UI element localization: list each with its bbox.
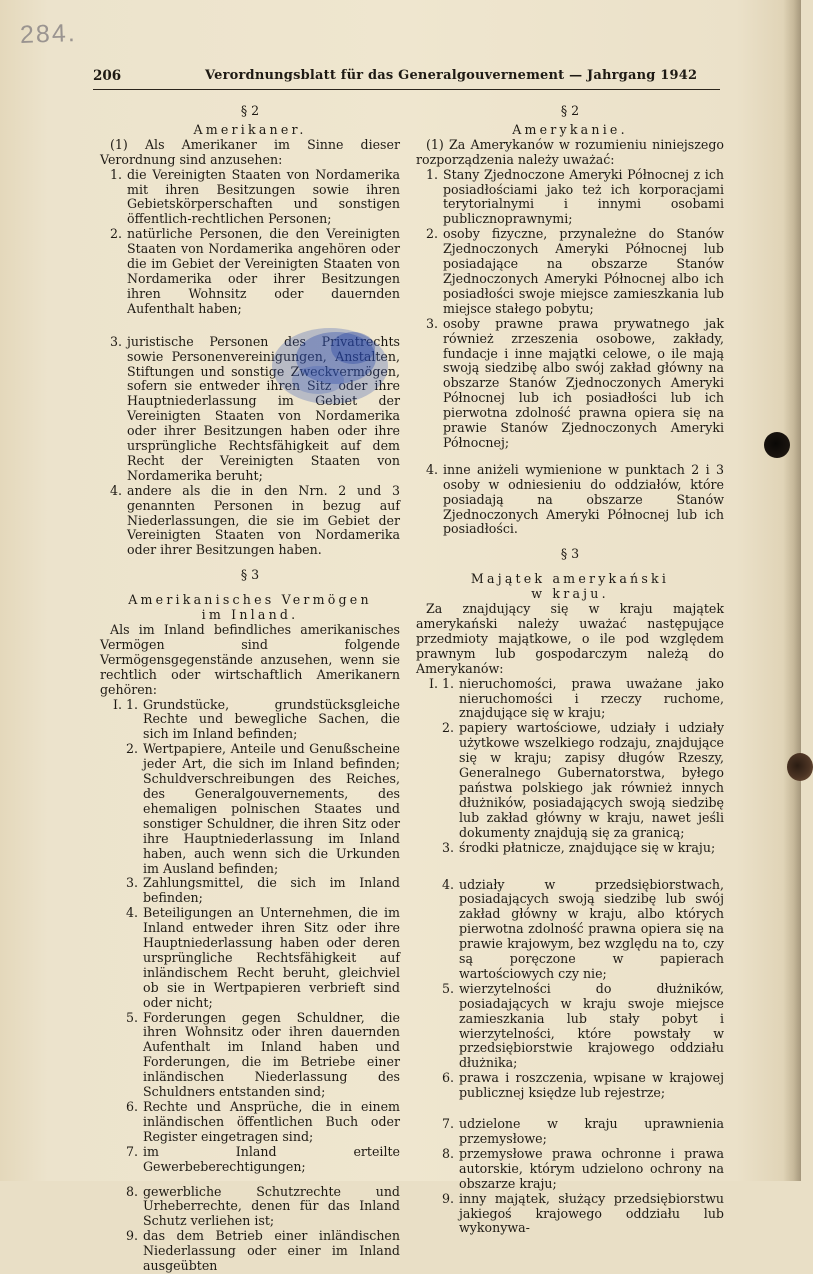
item-text: juristische Personen des Privatrechts sowie Personenvereinigungen, Anstalten, Stiftungen und sonstige Zweckvermögen, sofern sie entweder ihren Sitz oder ihre Hauptniederlassung im Gebiet der Vereinigten Staaten von Nordamerika oder ihrer Besitzungen haben oder ihre ursprüngliche Rechtsfähigkeit auf dem Recht der Vereinigten Staaten von Nordamerika beruht; — [127, 333, 400, 483]
page-edge-shadow — [783, 0, 801, 1181]
item-number: 1. — [425, 166, 438, 182]
item-text: przemysłowe prawa ochronne i prawa autorskie, którym udzielono ochrony na obszarze kraju; — [459, 1145, 724, 1191]
item-text: prawa i roszczenia, wpisane w krajowej publicznej księdze lub rejestrze; — [459, 1070, 724, 1101]
section-3-number: § 3 — [560, 546, 580, 562]
item-text: Forderungen gegen Schuldner, die ihren Wohnsitz oder ihren dauernden Aufenthalt im Inland haben und Forderungen, die im Betriebe einer inländischen Niederlassung des Schuldners entstanden sind; — [143, 1009, 400, 1100]
item-number: 8. — [441, 1145, 454, 1161]
list-item — [100, 335, 400, 484]
item-number: 6. — [441, 1070, 454, 1086]
item-text: inne aniżeli wymienione w punktach 2 i 3 osoby w odniesieniu do oddziałów, które posiadają na obszarze Stanów Zjednoczonych Ameryki Północnej lub ich posiadłości. — [443, 461, 724, 537]
item-number: 4. — [425, 461, 438, 477]
item-number: 1. — [109, 166, 122, 182]
item-number: 3. — [109, 333, 122, 349]
section-3-intro: Als im Inland befindliches amerikanisches Vermögen sind folgende Vermögensgegenstände anzusehen, wenn sie rechtlich oder wirtschaftlich Amerikanern gehören: — [100, 622, 400, 697]
section-3-heading-line1: Amerikanisches Vermögen — [128, 592, 372, 608]
item-number: 6. — [125, 1099, 138, 1114]
list-item — [100, 227, 400, 316]
item-number: 4. — [441, 876, 454, 892]
column-german — [100, 104, 400, 1274]
section-2-heading: Amerikaner. — [193, 121, 307, 137]
item-text: osoby fizyczne, przynależne do Stanów Zjednoczonych Ameryki Północnej lub posiadające na obszarze Stanów Zjednoczonych Ameryki Północnej albo ich posiadłości swoje miejsce zamieszkania lub miejsce stałego pobytu; — [443, 226, 724, 316]
section-2-intro: (1) Za Amerykanów w rozumieniu niniejszego rozporządzenia należy uważać: — [416, 136, 724, 167]
item-text: Beteiligungen an Unternehmen, die im Inland entweder ihren Sitz oder ihre Hauptniederlassung haben oder deren ursprüngliche Rechtsfähigkeit auf inländischem Recht beruht, gleichviel ob sie in Wertpapieren verbrieft sind oder nicht; — [143, 905, 400, 1010]
section-2-intro: (1) Als Amerikaner im Sinne dieser Verordnung sind anzusehen: — [100, 136, 400, 167]
item-number: 5. — [125, 1009, 138, 1025]
list-item — [100, 1145, 400, 1175]
item-text: im Inland erteilte Gewerbeberechtigungen; — [143, 1143, 400, 1174]
list-item — [100, 742, 400, 876]
item-number: I. 1. — [113, 696, 138, 712]
item-text: Wertpapiere, Anteile und Genußscheine jeder Art, die sich im Inland befinden; Schuldverschreibungen des Reiches, des Generalgouvernements, des ehemaligen polnischen Staates und sonstiger Schuldner, die ihren Sitz oder ihre Hauptniederlassung im Inland haben, auch wenn sich die Urkunden im Ausland befinden; — [143, 741, 400, 876]
item-text: natürliche Personen, die den Vereinigten Staaten von Nordamerika angehören oder die im Gebiet der Vereinigten Staaten von Nordamerika oder ihrer Besitzungen ihren Wohnsitz oder dauernden Aufenthalt haben; — [127, 226, 400, 316]
running-header-title: Verordnungsblatt für das Generalgouvernement — Jahrgang 1942 — [205, 68, 698, 83]
item-number: 3. — [125, 875, 138, 891]
item-number: 9. — [441, 1190, 454, 1206]
item-text: das dem Betrieb einer inländischen Niederlassung oder einer im Inland ausgeübten — [143, 1228, 400, 1274]
archive-pencil-mark: 284. — [19, 19, 78, 49]
list-item — [100, 906, 400, 1010]
list-item — [416, 982, 724, 1071]
item-number: 5. — [441, 980, 454, 996]
list-item — [100, 484, 400, 559]
item-text: Grundstücke, grundstücksgleiche Rechte und bewegliche Sachen, die sich im Inland befinden; — [143, 696, 400, 742]
section-3-intro: Za znajdujący się w kraju majątek amerykański należy uważać następujące przedmioty majątkowe, o ile pod względem prawnym lub gospodarczym należą do Amerykanów: — [416, 601, 724, 676]
list-item — [416, 1117, 724, 1147]
list-item — [100, 1100, 400, 1145]
item-number: 4. — [109, 482, 122, 498]
section-3-heading-line2: w kraju. — [531, 586, 609, 602]
punch-hole — [787, 753, 813, 781]
list-item — [416, 463, 724, 538]
item-text: Zahlungsmittel, die sich im Inland befinden; — [143, 875, 400, 906]
item-number: 2. — [109, 226, 122, 242]
list-item — [416, 841, 724, 856]
list-item — [100, 698, 400, 743]
column-polish — [416, 104, 724, 1236]
section-2-heading: Amerykanie. — [512, 121, 628, 137]
item-number: 7. — [441, 1116, 454, 1132]
list-item — [416, 878, 724, 982]
item-number: 8. — [125, 1183, 138, 1199]
item-text: udzielone w kraju uprawnienia przemysłowe; — [459, 1116, 724, 1146]
item-text: inny majątek, służący przedsiębiorstwu jakiegoś krajowego oddziału lub wykonywa- — [459, 1190, 724, 1236]
item-number: I. 1. — [429, 675, 454, 691]
punch-hole — [764, 432, 790, 458]
item-text: die Vereinigten Staaten von Nordamerika mit ihren Besitzungen sowie ihren Gebietskörperschaften und sonstigen öffentlich-rechtlichen Personen; — [127, 166, 400, 227]
list-item — [100, 1011, 400, 1100]
item-text: gewerbliche Schutzrechte und Urheberrechte, denen für das Inland Schutz verliehen ist; — [143, 1183, 400, 1229]
list-item — [416, 227, 724, 316]
list-item — [100, 168, 400, 228]
item-number: 3. — [441, 839, 454, 855]
list-item — [100, 876, 400, 906]
list-item — [416, 1147, 724, 1192]
item-text: Stany Zjednoczone Ameryki Północnej z ich posiadłościami jako też ich korporacjami terytorialnymi i innymi osobami publicznoprawnymi; — [443, 166, 724, 227]
page-number: 206 — [93, 68, 122, 84]
list-item — [100, 1229, 400, 1274]
item-text: nieruchomości, prawa uważane jako nieruchomości i rzeczy ruchome, znajdujące się w kraju; — [459, 675, 724, 721]
list-item — [100, 1185, 400, 1230]
item-number: 2. — [425, 226, 438, 242]
item-number: 2. — [125, 741, 138, 757]
list-item — [416, 677, 724, 722]
item-number: 3. — [425, 315, 438, 331]
item-text: andere als die in den Nrn. 2 und 3 genannten Personen in bezug auf Niederlassungen, die sie im Gebiet der Vereinigten Staaten von Nordamerika oder ihrer Besitzungen haben. — [127, 482, 400, 558]
list-item — [416, 1192, 724, 1237]
item-text: wierzytelności do dłużników, posiadających w kraju swoje miejsce zamieszkania lub stały pobyt i wierzytelności, które powstały w przedsiębiorstwie krajowego oddziału dłużnika; — [459, 980, 724, 1071]
item-text: Rechte und Ansprüche, die in einem inländischen öffentlichen Buch oder Register eingetragen sind; — [143, 1099, 400, 1144]
item-number: 4. — [125, 905, 138, 921]
item-text: udziały w przedsiębiorstwach, posiadających swoją siedzibę lub swój zakład główny w kraju, albo których pierwotna zdolność prawna opiera się na prawie krajowym, bez względu na to, czy są poręczone w papierach wartościowych czy nie; — [459, 876, 724, 981]
list-item — [416, 317, 724, 451]
section-2-number: § 2 — [560, 103, 580, 118]
item-number: 7. — [125, 1143, 138, 1159]
list-item — [416, 721, 724, 840]
item-text: papiery wartościowe, udziały i udziały użytkowe wszelkiego rodzaju, znajdujące się w kraju; zapisy długów Rzeszy, Generalnego Gubernatorstwa, byłego państwa polskiego jak również innych dłużników, posiadających swoją siedzibę lub zakład główny w kraju, nawet jeśli dokumenty znajdują się za granicą; — [459, 720, 724, 840]
list-item — [416, 1071, 724, 1101]
section-3-heading-line2: im Inland. — [201, 607, 299, 623]
item-text: osoby prawne prawa prywatnego jak również zrzeszenia osobowe, zakłady, fundacje i inne majątki celowe, o ile mają swoją siedzibę albo swój zakład główny na obszarze Stanów Zjednoczonych Ameryki Północnej lub ich posiadłości lub ich pierwotna zdolność prawna opiera się na prawie Stanów Zjednoczonych Ameryki Północnej; — [443, 315, 724, 450]
section-2-number: § 2 — [240, 103, 260, 118]
section-3-number: § 3 — [240, 567, 260, 583]
header-rule — [93, 89, 720, 90]
item-text: środki płatnicze, znajdujące się w kraju; — [459, 839, 716, 855]
section-3-heading-line1: Majątek amerykański — [470, 571, 670, 587]
item-number: 2. — [441, 720, 454, 736]
list-item — [416, 168, 724, 228]
item-number: 9. — [125, 1228, 138, 1244]
